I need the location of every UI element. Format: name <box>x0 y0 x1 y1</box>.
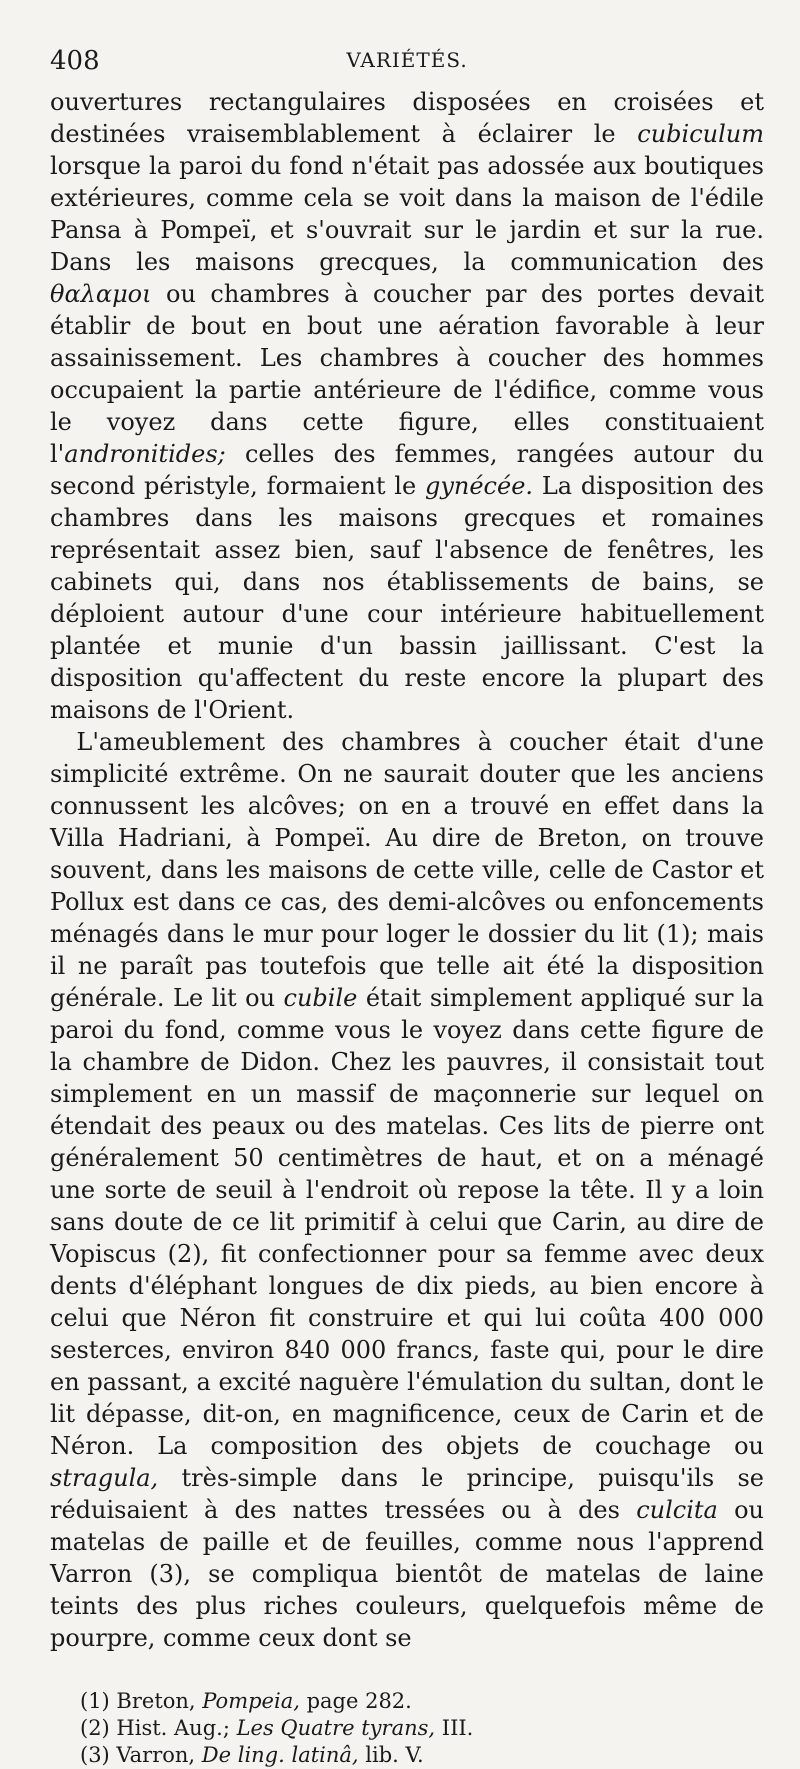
footnote-1: (1) Breton, Pompeia, page 282. <box>80 1689 412 1713</box>
paragraph-2: L'ameublement des chambres à coucher était d'une simplicité extrême. On ne saurait douter que les anciens connussent les alcôves; on en a trouvé en effet dans la Villa Hadriani, à Pompeï. Au dire de Breton, on trouve souvent, dans les maisons de cette ville, celle de Castor et Pollux est dans ce cas, des demi-alcôves ou enfoncements ménagés dans le mur pour loger le dossier du lit (1); mais il ne paraît pas toutefois que telle ait été la disposition générale. Le lit ou cubile était simplement appliqué sur la paroi du fond, comme vous le voyez dans cette figure de la chambre de Didon. Chez les pauvres, il consistait tout simplement en un massif de maçonnerie sur lequel on étendait des peaux ou des matelas. Ces lits de pierre ont généralement 50 centimètres de haut, et on a ménagé une sorte de seuil à l'endroit où repose la tête. Il y a loin sans doute de ce lit primitif à celui que Carin, au dire de Vopiscus (2), fit confectionner pour sa femme avec deux dents d'éléphant longues de dix pieds, au bien encore à celui que Néron fit construire et qui lui coûta 400 000 sesterces, environ 840 000 francs, faste qui, pour le dire en passant, a excité naguère l'émulation du sultan, dont le lit dépasse, dit-on, en magnificence, ceux de Carin et de Néron. La composition des objets de couchage ou stragula, très-simple dans le principe, puisqu'ils se réduisaient à des nattes tressées ou à des culcita ou matelas de paille et de feuilles, comme nous l'apprend Varron (3), se compliqua bientôt de matelas de laine teints des plus riches couleurs, quelquefois même de pourpre, comme ceux dont se <box>50 728 764 1652</box>
page-number: 408 <box>50 46 100 76</box>
paragraph-1: ouvertures rectangulaires disposées en croisées et destinées vraisemblablement à éclairer le cubiculum lorsque la paroi du fond n'était pas adossée aux boutiques extérieures, comme cela se voit dans la maison de l'édile Pansa à Pompeï, et s'ouvrait sur le jardin et sur la rue. Dans les maisons grecques, la communication des θαλαμοι ou chambres à coucher par des portes devait établir de bout en bout une aération favorable à leur assainissement. Les chambres à coucher des hommes occupaient la partie antérieure de l'édifice, comme vous le voyez dans cette figure, elles constituaient l'andronitides; celles des femmes, rangées autour du second péristyle, formaient le gynécée. La disposition des chambres dans les maisons grecques et romaines représentait assez bien, sauf l'absence de fenêtres, les cabinets qui, dans nos établissements de bains, se déploient autour d'une cour intérieure habituellement plantée et munie d'un bassin jaillissant. C'est la disposition qu'affectent du reste encore la plupart des maisons de l'Orient. <box>50 88 764 724</box>
footnotes <box>80 1688 764 1769</box>
body-text <box>50 86 764 1654</box>
footnote-3: (3) Varron, De ling. latinâ, lib. V. <box>80 1743 424 1767</box>
running-head <box>50 40 764 76</box>
footnote-2: (2) Hist. Aug.; Les Quatre tyrans, III. <box>80 1716 474 1740</box>
running-title: VARIÉTÉS. <box>346 48 468 72</box>
